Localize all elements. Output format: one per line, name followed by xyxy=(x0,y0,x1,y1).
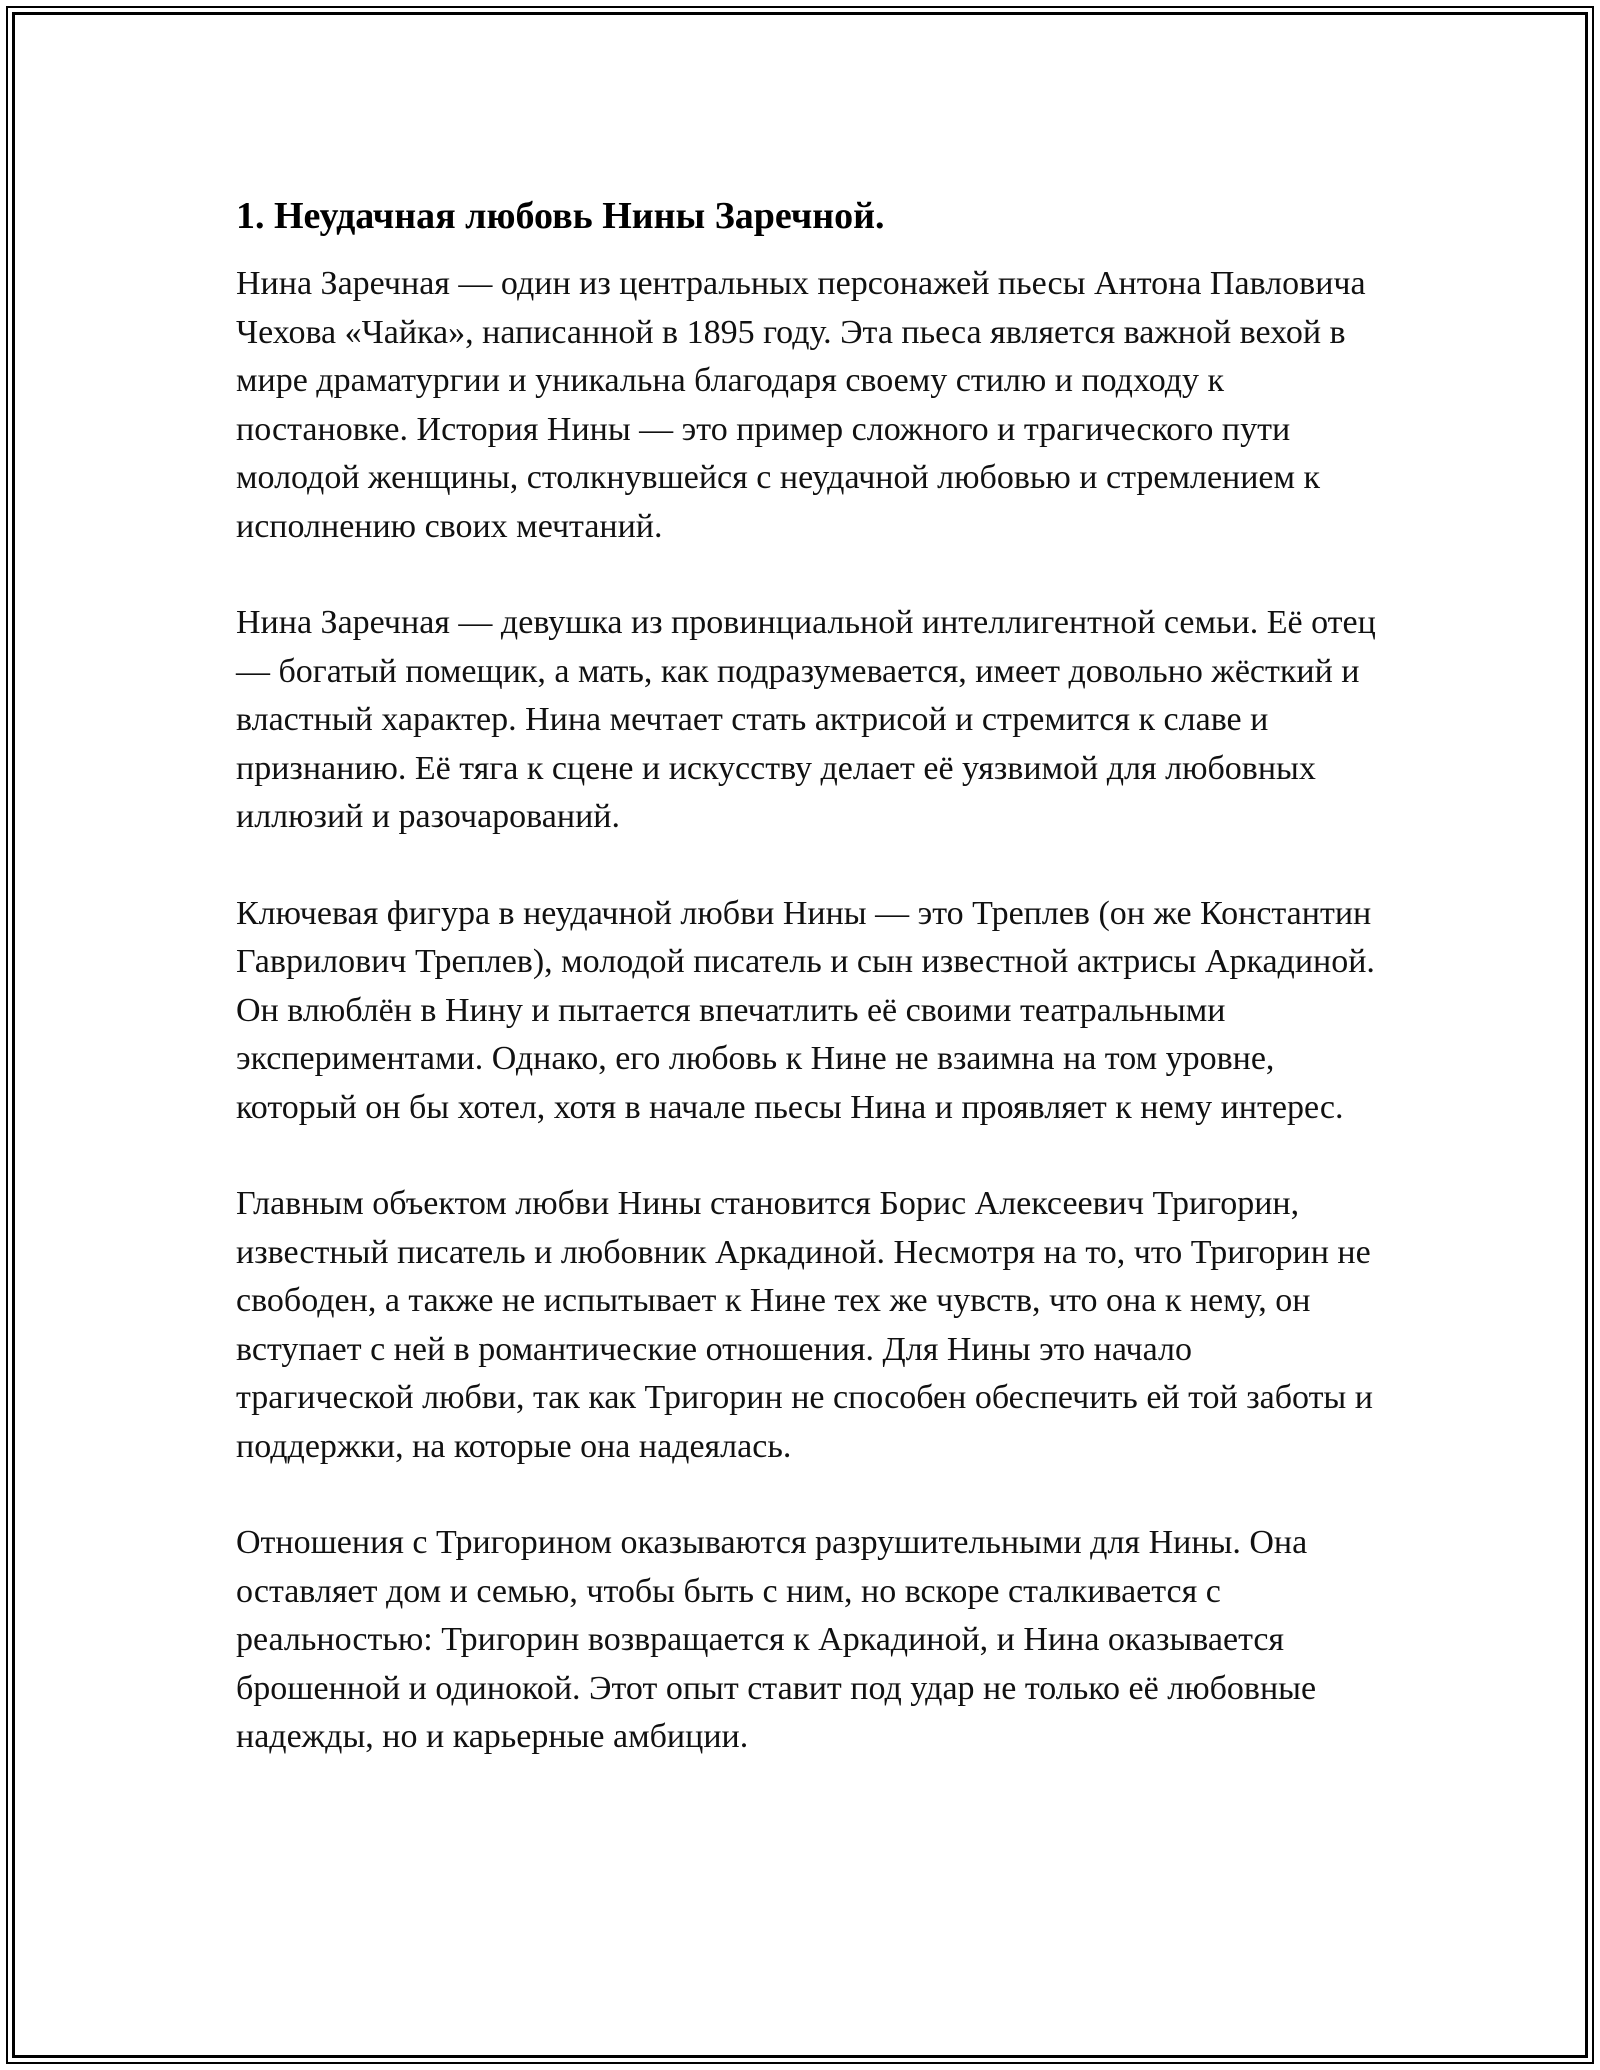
paragraph-4: Главным объектом любви Нины становится Борис Алексеевич Тригорин, известный писатель и любовник Аркадиной. Несмотря на то, что Тригорин не свободен, а также не испытывает к Нине тех же чувств, что она к нему, он вступает с ней в романтические отношения. Для Нины это начало трагической любви, так как Тригорин не способен обеспечить ей той заботы и поддержки, на которые она надеялась. xyxy=(236,1185,1373,1465)
section-heading: 1. Неудачная любовь Нины Заречной. xyxy=(236,195,885,237)
paragraph-3: Ключевая фигура в неудачной любви Нины — это Треплев (он же Константин Гаврилович Треплев), молодой писатель и сын известной актрисы Аркадиной. Он влюблён в Нину и пытается впечатлить её своими театральными экспериментами. Однако, его любовь к Нине не взаимна на том уровне, который он бы хотел, хотя в начале пьесы Нина и проявляет к нему интерес. xyxy=(236,894,1375,1126)
paragraph-1: Нина Заречная — один из центральных персонажей пьесы Антона Павловича Чехова «Чайка», написанной в 1895 году. Эта пьеса является важной вехой в мире драматургии и уникальна благодаря своему стилю и подходу к постановке. История Нины — это пример сложного и трагического пути молодой женщины, столкнувшейся с неудачной любовью и стремлением к исполнению своих мечтаний. xyxy=(236,265,1366,545)
paragraph-2: Нина Заречная — девушка из провинциальной интеллигентной семьи. Её отец — богатый помещик, а мать, как подразумевается, имеет довольно жёсткий и властный характер. Нина мечтает стать актрисой и стремится к славе и признанию. Её тяга к сцене и искусству делает её уязвимой для любовных иллюзий и разочарований. xyxy=(236,604,1376,835)
paragraph-5: Отношения с Тригорином оказываются разрушительными для Нины. Она оставляет дом и семью, чтобы быть с ним, но вскоре сталкивается с реальностью: Тригорин возвращается к Аркадиной, и Нина оказывается брошенной и одинокой. Этот опыт ставит под удар не только её любовные надежды, но и карьерные амбиции. xyxy=(236,1524,1317,1755)
document-body xyxy=(236,186,1378,1810)
